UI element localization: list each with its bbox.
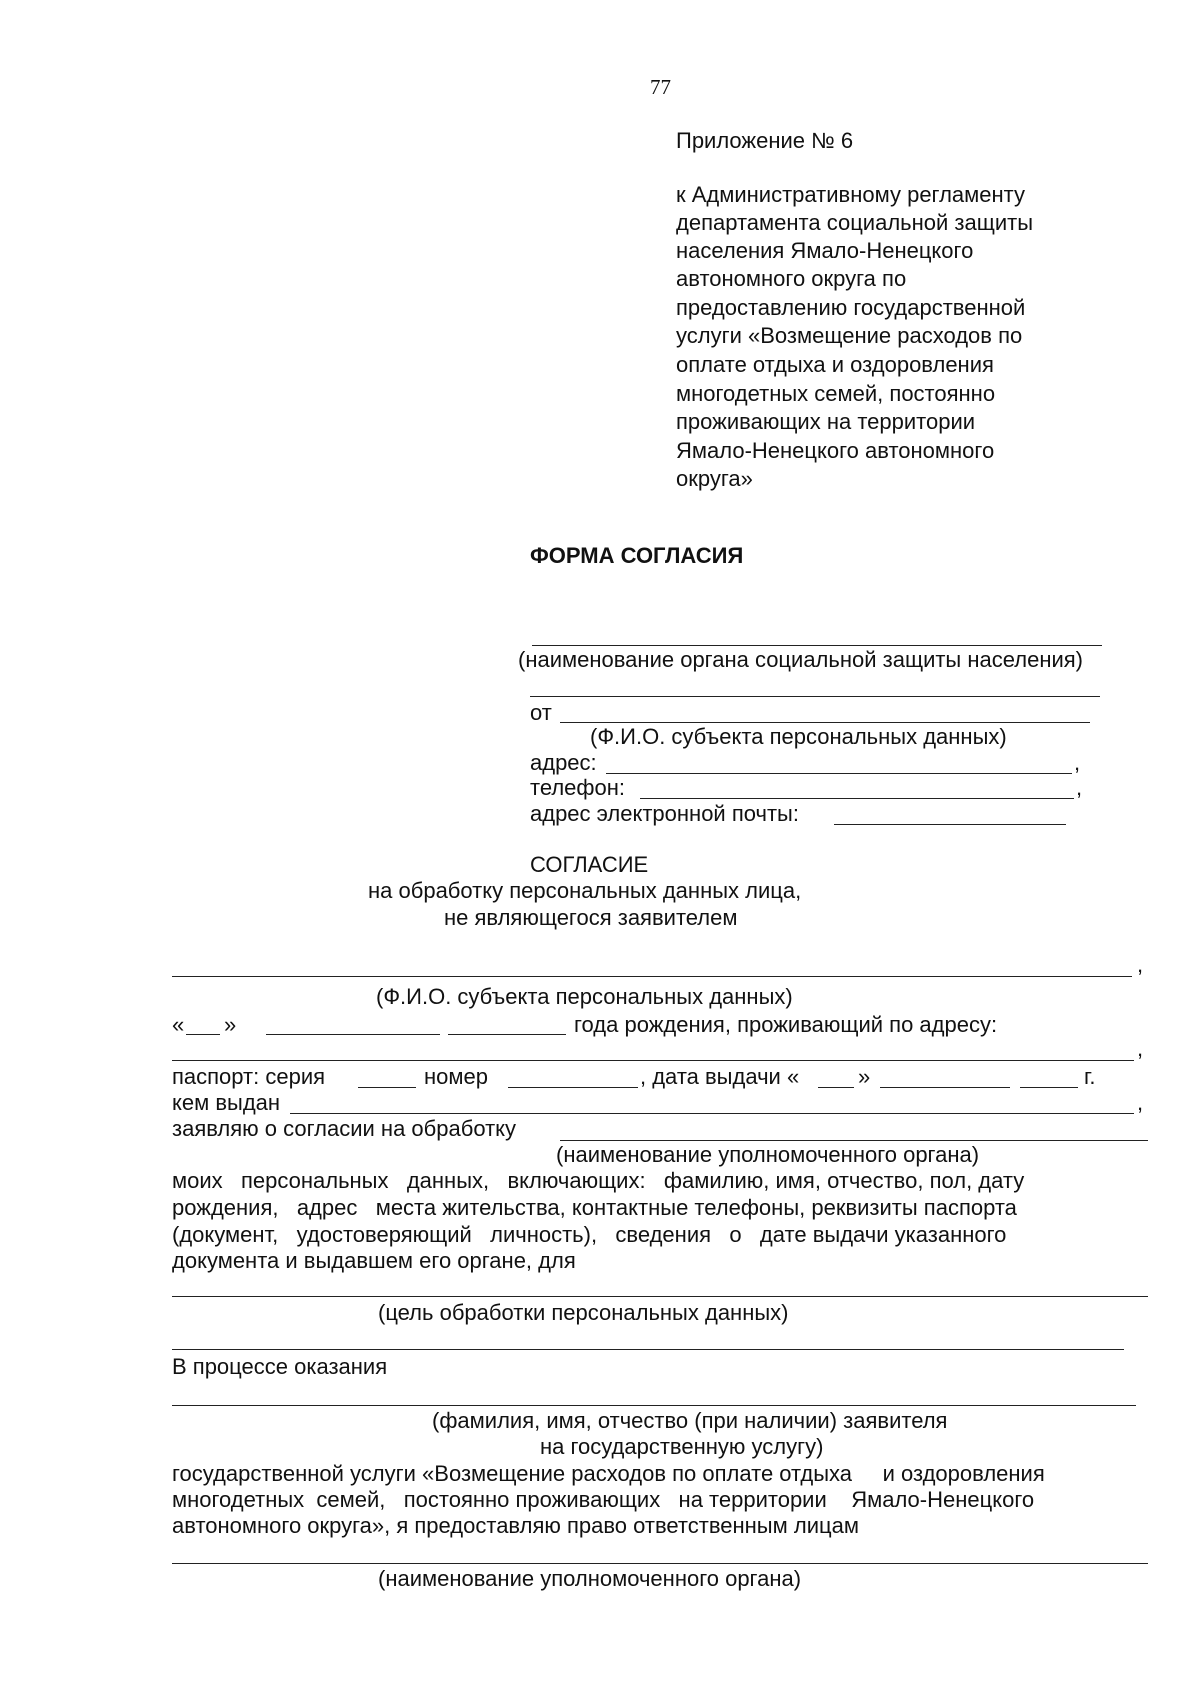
org-name-caption: (наименование органа социальной защиты населения): [518, 647, 1083, 672]
subject-fio-field[interactable]: [172, 976, 1132, 977]
issue-year-field[interactable]: [1020, 1087, 1078, 1088]
consent-title: СОГЛАСИЕ: [530, 852, 649, 877]
passport-series-label: паспорт: серия: [172, 1064, 326, 1089]
authority-caption: (наименование уполномоченного органа): [556, 1142, 980, 1167]
data-paragraph-line: (документ, удостоверяющий личность), сведения о дате выдачи указанного: [172, 1222, 1007, 1247]
phone-comma: ,: [1076, 775, 1083, 800]
purpose-caption: (цель обработки персональных данных): [378, 1300, 789, 1325]
data-paragraph-line: документа и выдавшем его органе, для: [172, 1248, 576, 1273]
service-paragraph-line: многодетных семей, постоянно проживающих на территории Ямало-Ненецкого: [172, 1487, 1035, 1512]
email-field[interactable]: [834, 824, 1066, 825]
from-fio-caption: (Ф.И.О. субъекта персональных данных): [590, 724, 1007, 749]
authority-field-2[interactable]: [172, 1563, 1148, 1564]
applicant-caption: (фамилия, имя, отчество (при наличии) заявителя: [432, 1408, 948, 1433]
subject-fio-caption: (Ф.И.О. субъекта персональных данных): [376, 984, 793, 1009]
issue-date-close: »: [858, 1064, 871, 1089]
appendix-line: департамента социальной защиты: [676, 210, 1034, 235]
appendix-line: оплате отдыха и оздоровления: [676, 352, 994, 377]
appendix-line: автономного округа по: [676, 266, 907, 291]
authority-field[interactable]: [560, 1140, 1148, 1141]
birth-day-field[interactable]: [186, 1034, 220, 1035]
appendix-title: Приложение № 6: [676, 128, 854, 153]
passport-number-field[interactable]: [508, 1087, 638, 1088]
address-field[interactable]: [606, 773, 1072, 774]
birth-day-close: »: [224, 1012, 237, 1037]
birth-month-field[interactable]: [266, 1034, 440, 1035]
from-label: от: [530, 700, 552, 725]
issue-day-field[interactable]: [818, 1087, 854, 1088]
form-title: ФОРМА СОГЛАСИЯ: [530, 543, 744, 568]
birth-text: года рождения, проживающий по адресу:: [574, 1012, 998, 1037]
data-paragraph-line: моих персональных данных, включающих: фамилию, имя, отчество, пол, дату: [172, 1168, 1025, 1193]
appendix-line: проживающих на территории: [676, 409, 976, 434]
issued-by-label: кем выдан: [172, 1090, 281, 1115]
appendix-line: многодетных семей, постоянно: [676, 381, 996, 406]
appendix-line: населения Ямало-Ненецкого: [676, 238, 974, 263]
consent-to-label: заявляю о согласии на обработку: [172, 1116, 517, 1141]
passport-series-field[interactable]: [358, 1087, 416, 1088]
birth-year-field[interactable]: [448, 1034, 566, 1035]
applicant-caption-2: на государственную услугу): [540, 1434, 824, 1459]
org-name-field-2[interactable]: [530, 696, 1100, 697]
service-paragraph-line: автономного округа», я предоставляю право ответственным лицам: [172, 1513, 859, 1538]
applicant-field[interactable]: [172, 1405, 1136, 1406]
in-process-label: В процессе оказания: [172, 1354, 388, 1379]
authority-caption-2: (наименование уполномоченного органа): [378, 1566, 802, 1591]
issued-by-comma: ,: [1137, 1090, 1144, 1115]
subject-fio-comma: ,: [1137, 952, 1144, 977]
issue-month-field[interactable]: [880, 1087, 1010, 1088]
page-number: 77: [650, 75, 671, 99]
appendix-line: к Административному регламенту: [676, 182, 1026, 207]
purpose-field-2[interactable]: [172, 1349, 1124, 1350]
appendix-line: предоставлению государственной: [676, 295, 1026, 320]
issue-date-label: , дата выдачи «: [640, 1064, 800, 1089]
residence-comma: ,: [1137, 1036, 1144, 1061]
issued-by-field[interactable]: [290, 1113, 1134, 1114]
consent-subtitle-2: не являющегося заявителем: [444, 905, 738, 930]
from-fio-field[interactable]: [560, 722, 1090, 723]
phone-label: телефон:: [530, 775, 626, 800]
service-paragraph-line: государственной услуги «Возмещение расходов по оплате отдыха и оздоровления: [172, 1461, 1045, 1486]
birth-day-open: «: [172, 1012, 185, 1037]
appendix-line: округа»: [676, 466, 753, 491]
purpose-field[interactable]: [172, 1296, 1148, 1297]
address-label: адрес:: [530, 750, 597, 775]
org-name-field[interactable]: [532, 645, 1102, 646]
passport-number-label: номер: [424, 1064, 488, 1089]
address-comma: ,: [1074, 750, 1081, 775]
consent-subtitle: на обработку персональных данных лица,: [368, 878, 802, 903]
appendix-line: Ямало-Ненецкого автономного: [676, 438, 995, 463]
residence-field[interactable]: [172, 1060, 1134, 1061]
data-paragraph-line: рождения, адрес места жительства, контактные телефоны, реквизиты паспорта: [172, 1195, 1017, 1220]
phone-field[interactable]: [640, 798, 1074, 799]
appendix-line: услуги «Возмещение расходов по: [676, 323, 1023, 348]
year-suffix: г.: [1084, 1064, 1096, 1089]
email-label: адрес электронной почты:: [530, 801, 799, 826]
